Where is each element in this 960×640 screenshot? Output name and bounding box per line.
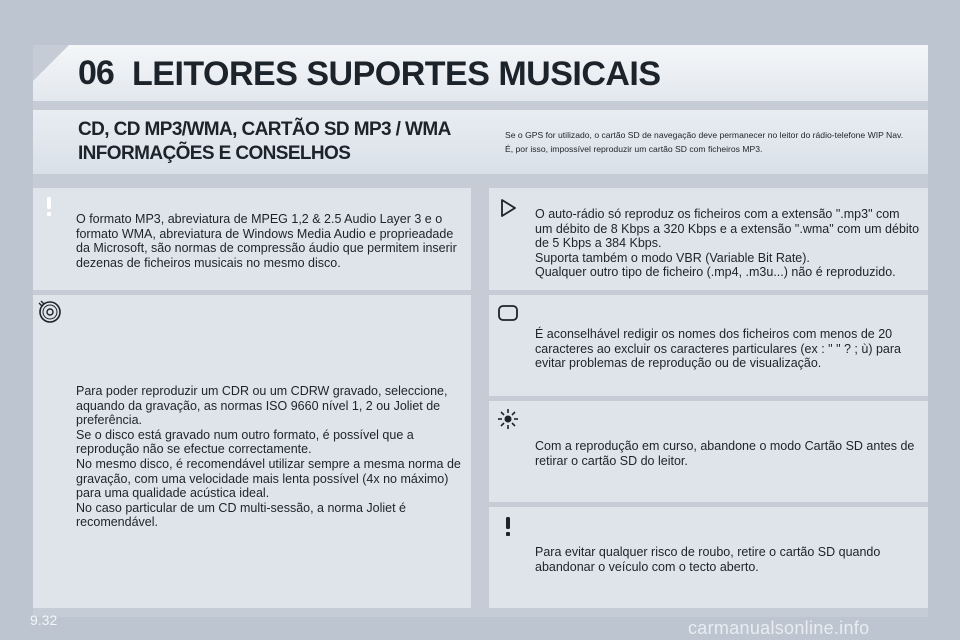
- intro-line2: É, por isso, impossível reproduzir um cartão SD com ficheiros MP3.: [505, 144, 763, 154]
- exclamation-icon: [37, 194, 61, 218]
- rounded-square-icon: [496, 301, 520, 325]
- sun-icon: [496, 407, 520, 431]
- panel-sd-mode-text: Com a reprodução em curso, abandone o modo Cartão SD antes de retirar o cartão SD do leitor.: [535, 439, 915, 468]
- panel-theft-warning-text: Para evitar qualquer risco de roubo, retire o cartão SD quando abandonar o veículo com o tecto aberto.: [535, 545, 881, 574]
- panel-cd-recording-text: Para poder reproduzir um CDR ou um CDRW gravado, seleccione, aquando da gravação, as normas ISO 9660 nível 1, 2 ou Joliet de preferência. Se o disco está gravado num outro formato, é possível que a reprodução não se efectue correctamente. No mesmo disco, é recomendável utilizar sempre a mesma norma de gravação, com uma velocidade mais lenta possível (4x no máximo) para uma qualidade acústica ideal. No caso particular de um CD multi-sessão, a norma Joliet é recomendável.: [76, 384, 461, 530]
- panel-mp3-info-text: O formato MP3, abreviatura de MPEG 1,2 & 2.5 Audio Layer 3 e o formato WMA, abreviatura de Windows Media Audio e proprieadade da Microsoft, são normas de compressão áudio que permitem inserir dezenas de ficheiros musicais no mesmo disco.: [76, 212, 457, 270]
- play-icon: [496, 196, 520, 220]
- disc-icon: [38, 300, 62, 324]
- intro-line1: Se o GPS for utilizado, o cartão SD de navegação deve permanecer no leitor do rádio-telefone WIP Nav.: [505, 130, 904, 140]
- watermark: carmanualsonline.info: [688, 618, 870, 638]
- exclamation-icon: [496, 514, 520, 538]
- page-number: 9.32: [30, 612, 58, 628]
- section-title-line2: INFORMAÇÕES E CONSELHOS: [78, 143, 351, 164]
- chapter-number: 06: [78, 54, 114, 92]
- page-title: LEITORES SUPORTES MUSICAIS: [132, 55, 661, 93]
- section-title-line1: CD, CD MP3/WMA, CARTÃO SD MP3 / WMA: [78, 119, 451, 140]
- panel-playback-formats-text: O auto-rádio só reproduz os ficheiros com a extensão ".mp3" com um débito de 8 Kbps a 320 Kbps e a extensão ".wma" com um débito de 5 Kbps a 384 Kbps. Suporta também o modo VBR (Variable Bit Rate). Qualquer outro tipo de ficheiro (.mp4, .m3u...) não é reproduzido.: [535, 207, 920, 280]
- panel-file-names-text: É aconselhável redigir os nomes dos ficheiros com menos de 20 caracteres ao excluir os caracteres particulares (ex : " " ? ; ù) para evitar problemas de reprodução ou de visualização.: [535, 327, 901, 371]
- intro-text: [505, 128, 925, 156]
